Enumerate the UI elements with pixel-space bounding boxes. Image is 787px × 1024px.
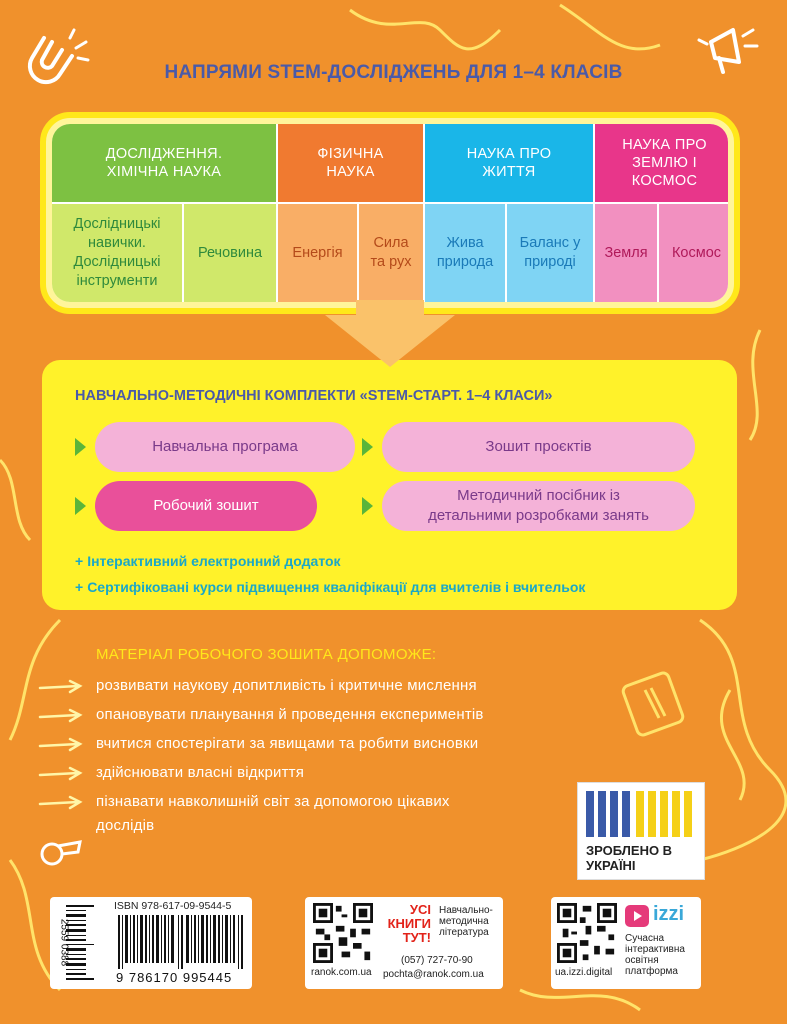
ranok-description: Навчально-методична література [439,905,493,938]
arrow-icon [38,795,86,811]
ua-stripes-icon [586,791,698,837]
topic-energy: Енергія [278,204,357,302]
side-digits: 2559 0388 [58,918,70,967]
made-in-ukraine-badge [577,782,705,880]
page-title: НАПРЯМИ STEM-ДОСЛІДЖЕНЬ ДЛЯ 1–4 КЛАСІВ [164,62,623,83]
material-item: пізнавати навколишній світ за допомогою цікавих дослідів [96,793,450,834]
header-earth-space: НАУКА ПРО ЗЕМЛЮ І КОСМОС [595,124,728,204]
arrow-icon [38,679,86,695]
arrow-icon [38,766,86,782]
izzi-brand: izzi [653,903,685,925]
material-item: опановувати планування й проведення експериментів [96,706,484,723]
kits-title: НАВЧАЛЬНО-МЕТОДИЧНІ КОМПЛЕКТИ «STEM-СТАРТ. 1–4 КЛАСИ» [75,388,553,404]
isbn-barcode-box [50,897,252,989]
stem-directions-table [40,112,740,314]
arrow-marker [362,438,373,456]
qr-code-icon [557,903,617,963]
ranok-slogan: УСІ КНИГИ ТУТ! [387,902,431,945]
izzi-play-icon [625,905,649,927]
izzi-info-box [551,897,701,989]
extra-interactive-app: + Інтерактивний електронний додаток [75,553,341,569]
made-in-ukraine-text: ЗРОБЛЕНО В УКРАЇНІ [586,843,673,873]
topic-earth: Земля [595,204,657,302]
topic-research-skills: Дослідницькі навички. Дослідницькі інструменти [52,204,182,302]
material-item: вчитися спостерігати за явищами та робити висновки [96,735,479,752]
whistle-icon [36,832,86,872]
topic-force-motion: Сила та рух [359,204,423,302]
ranok-site: ranok.com.ua [311,967,372,978]
topic-living-nature: Жива природа [425,204,505,302]
material-title: МАТЕРІАЛ РОБОЧОГО ЗОШИТА ДОПОМОЖЕ: [96,646,437,663]
ranok-info-box [305,897,503,989]
izzi-description: Сучасна інтерактивна освітня платформа [625,933,685,977]
arrow-icon [38,708,86,724]
isbn-label: ISBN 978-617-09-9544-5 [114,900,232,912]
qr-code-icon [313,903,373,963]
connector-arrowhead [325,315,455,367]
barcode-icon [118,915,246,969]
battery-icon [615,660,695,740]
material-item: розвивати наукову допитливість і критичне мислення [96,677,477,694]
topic-substance: Речовина [184,204,276,302]
header-research-chemistry: ДОСЛІДЖЕННЯ. ХІМІЧНА НАУКА [52,124,276,204]
kits-panel [42,360,737,610]
material-item: здійснювати власні відкриття [96,764,305,781]
kit-curriculum: Навчальна програма [95,422,355,472]
ranok-email: pochta@ranok.com.ua [383,969,484,980]
extra-certified-courses: + Сертифіковані курси підвищення кваліфікації для вчителів і вчительок [75,579,586,595]
kit-project-notebook: Зошит проєктів [382,422,695,472]
izzi-site: ua.izzi.digital [555,967,613,978]
barcode-digits: 9 786170 995445 [116,970,233,985]
topic-nature-balance: Баланс у природі [507,204,593,302]
arrow-icon [38,737,86,753]
header-physics: ФІЗИЧНА НАУКА [278,124,423,204]
arrow-marker [75,497,86,515]
topic-space: Космос [659,204,728,302]
ranok-phone: (057) 727-70-90 [401,955,473,966]
side-barcode-icon [66,905,94,981]
kit-workbook: Робочий зошит [95,481,317,531]
header-life-science: НАУКА ПРО ЖИТТЯ [425,124,593,204]
kit-methodical-guide: Методичний посібник із детальними розробками занять [382,481,695,531]
arrow-marker [75,438,86,456]
arrow-marker [362,497,373,515]
